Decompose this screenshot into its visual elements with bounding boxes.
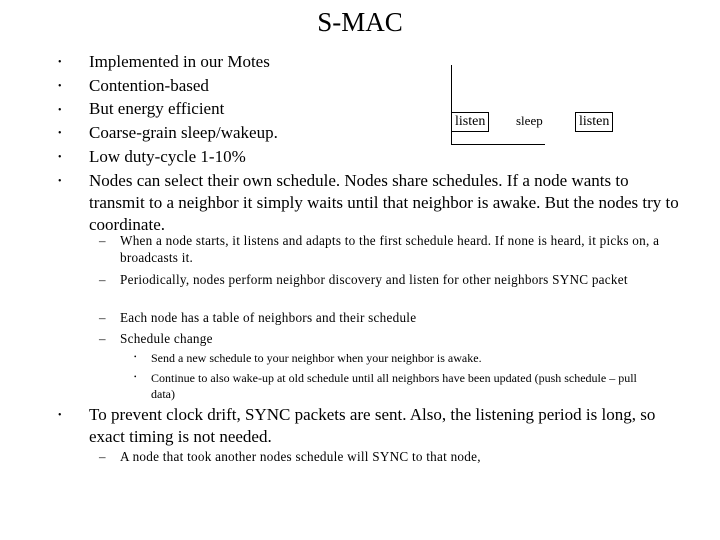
bullet-marker: •: [58, 128, 62, 139]
bullet-text: Contention-based: [89, 76, 209, 95]
sub-bullet-text: Each node has a table of neighbors and their schedule: [120, 310, 417, 325]
sub-bullet-text: Periodically, nodes perform neighbor discovery and listen for other neighbors SYNC packet: [120, 272, 628, 287]
bullet-text: Low duty-cycle 1-10%: [89, 147, 246, 166]
dash-marker: –: [99, 310, 106, 325]
bullet-marker: •: [58, 81, 62, 92]
sub-bullet-text: A node that took another nodes schedule will SYNC to that node,: [120, 449, 481, 464]
bullet-marker: •: [58, 152, 62, 163]
small-bullet-marker: •: [134, 353, 137, 361]
bullet-text: To prevent clock drift, SYNC packets are sent. Also, the listening period is long, so exact timing is not needed.: [89, 405, 656, 446]
bullet-marker: •: [58, 57, 62, 68]
sleep-period-label: sleep: [516, 113, 543, 128]
sub-bullet-text: Schedule change: [120, 331, 213, 346]
bullet-text: But energy efficient: [89, 99, 225, 118]
diagram-axis-line: [451, 65, 452, 145]
sub-sub-bullet-text: Continue to also wake-up at old schedule until all neighbors have been updated (push schedule – pull data): [151, 371, 637, 401]
sub-bullet-text: When a node starts, it listens and adapts to the first schedule heard. If none is heard, it picks on, a broadcasts it.: [120, 233, 660, 265]
dash-marker: –: [99, 272, 106, 287]
bullet-text: Coarse-grain sleep/wakeup.: [89, 123, 278, 142]
listen-period-box: listen: [575, 112, 613, 132]
slide-title: S-MAC: [317, 7, 403, 37]
sub-sub-bullet-text: Send a new schedule to your neighbor when your neighbor is awake.: [151, 351, 482, 365]
bullet-marker: •: [58, 410, 62, 421]
dash-marker: –: [99, 331, 106, 346]
diagram-baseline: [451, 144, 545, 145]
dash-marker: –: [99, 449, 106, 464]
bullet-marker: •: [58, 105, 62, 116]
listen-period-box: listen: [451, 112, 489, 132]
small-bullet-marker: •: [134, 373, 137, 381]
dash-marker: –: [99, 233, 106, 248]
bullet-text: Nodes can select their own schedule. Nodes share schedules. If a node wants to transmit to a neighbor it simply waits until that neighbor is awake. But the nodes try to coordinate.: [89, 171, 679, 234]
bullet-marker: •: [58, 176, 62, 187]
bullet-text: Implemented in our Motes: [89, 52, 270, 71]
